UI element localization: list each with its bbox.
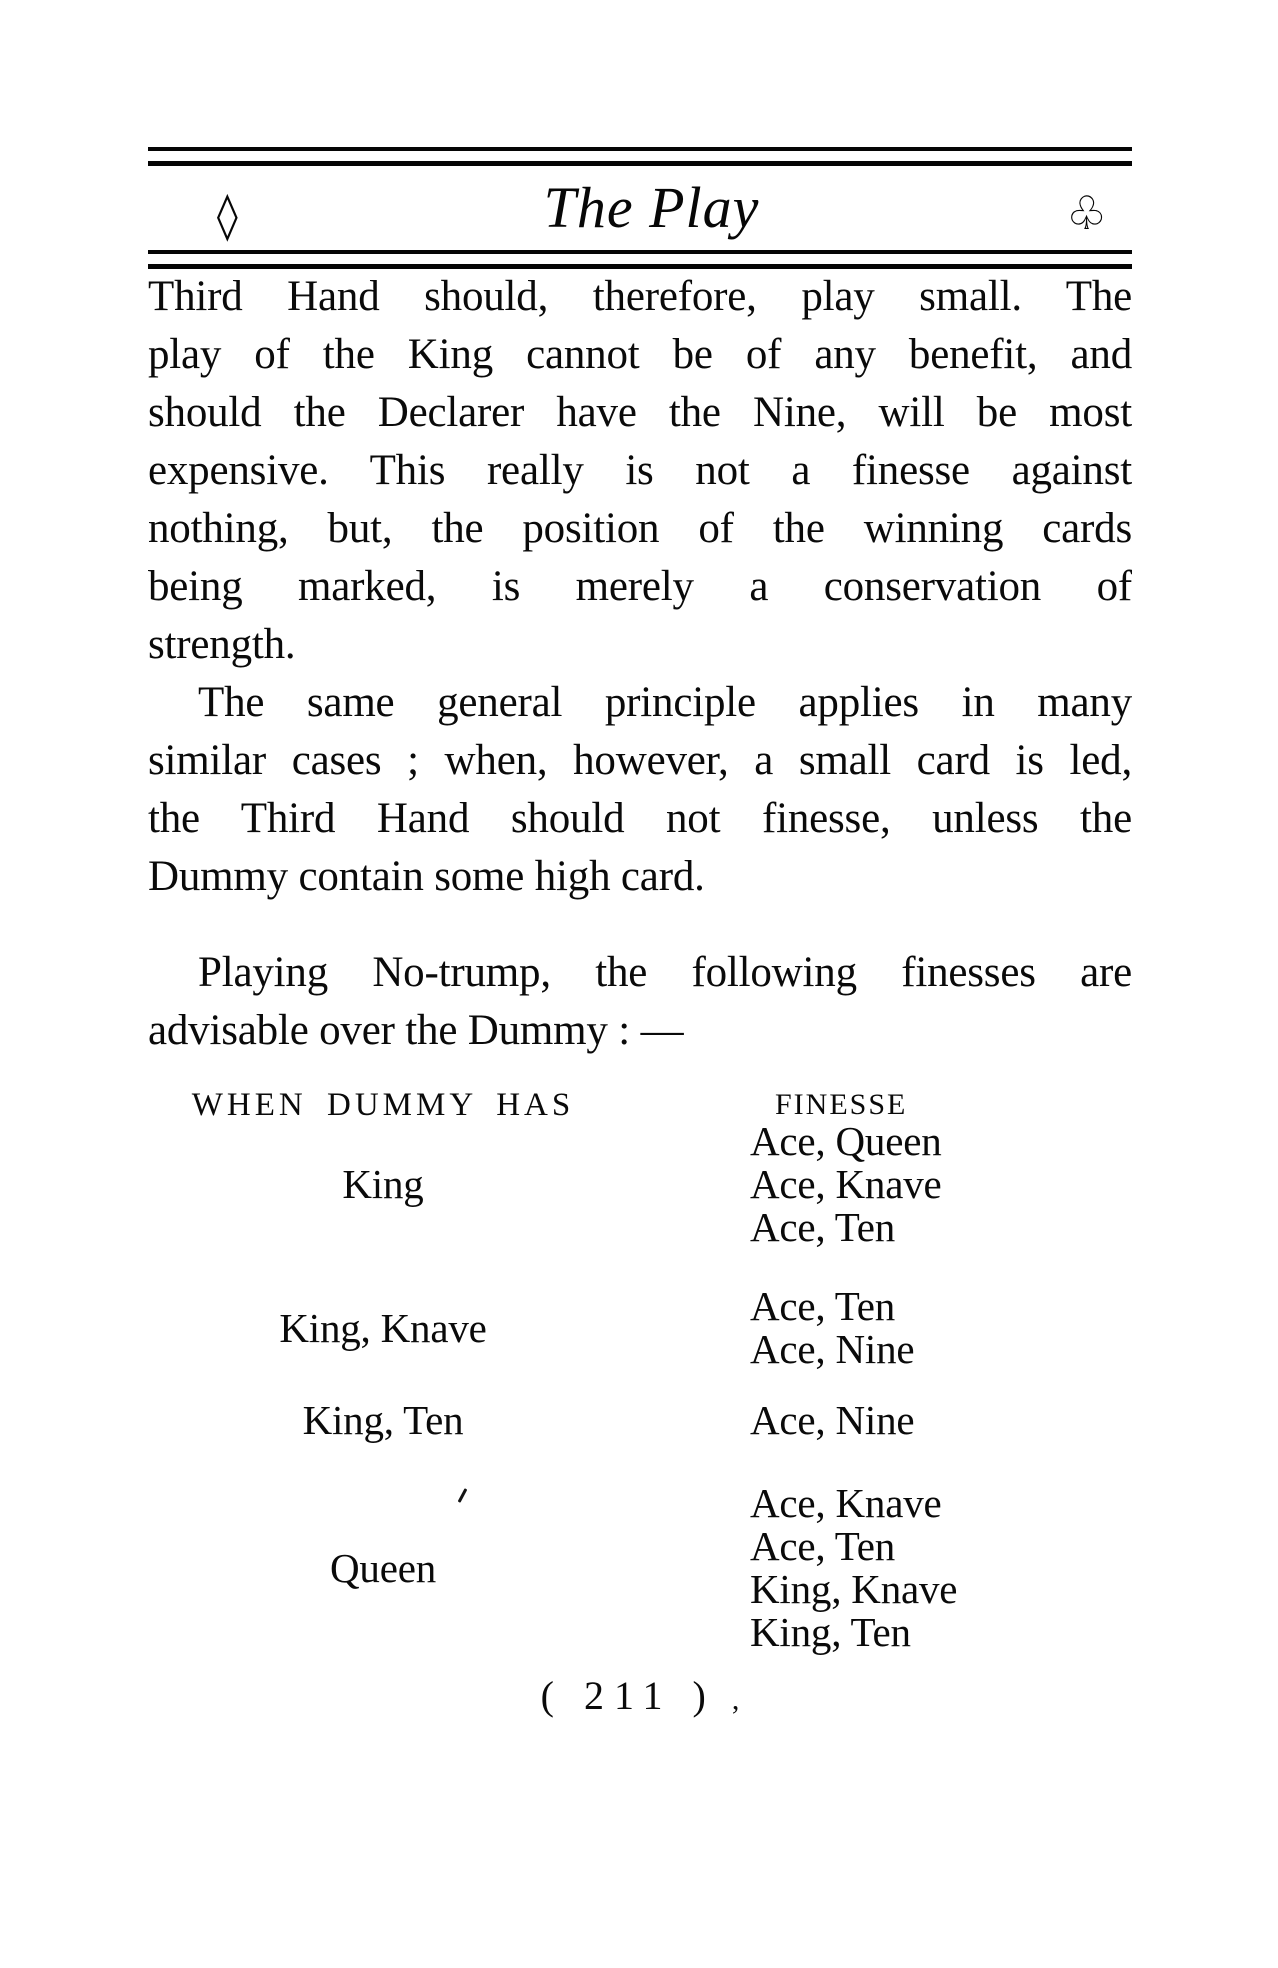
finesse-option: Ace, Queen <box>750 1118 942 1164</box>
dummy-holding-cell: King, Ten <box>302 1397 464 1443</box>
page-body <box>148 268 1132 1722</box>
paragraph <box>148 944 1132 1060</box>
finesse-table-row <box>148 1285 1132 1371</box>
dummy-holding-cell: King, Knave <box>279 1304 487 1351</box>
finesse-option: Ace, Nine <box>750 1397 915 1443</box>
dummy-holding-cell: Queen <box>329 1544 436 1591</box>
dummy-holding-cell: King <box>342 1161 424 1207</box>
text-line: nothing, but, the position of the winning cards <box>148 505 1132 552</box>
club-suit-icon: ♧ <box>1066 186 1108 240</box>
page-title: The Play <box>543 175 760 240</box>
text-line: The same general principle applies in many <box>198 679 1132 726</box>
finesse-option: Ace, Knave <box>750 1161 942 1207</box>
rule-line <box>148 147 1132 151</box>
text-line: Playing No-trump, the following finesses are <box>198 949 1132 996</box>
finesse-options-cell <box>750 1399 914 1442</box>
rule-line <box>148 250 1132 254</box>
finesse-table-row <box>148 1120 1132 1249</box>
header-rule-top <box>148 147 1132 166</box>
text-line: the Third Hand should not finesse, unless the <box>148 795 1132 842</box>
text-line: similar cases ; when, however, a small card is led, <box>148 737 1132 784</box>
finesse-option: King, Knave <box>750 1566 958 1612</box>
finesse-table-row <box>148 1482 1132 1654</box>
finesse-option: King, Ten <box>750 1609 911 1655</box>
page-footer <box>148 1674 1132 1722</box>
finesse-table-rows <box>148 1120 1132 1654</box>
diamond-suit-icon: ◊ <box>216 188 238 242</box>
finesse-table-header <box>148 1076 1132 1123</box>
text-line: being marked, is merely a conservation of <box>148 563 1132 610</box>
rule-line <box>148 161 1132 166</box>
text-line: expensive. This really is not a finesse against <box>148 447 1132 494</box>
column-header-finesse: FINESSE <box>775 1088 908 1121</box>
header-rule-bottom <box>148 250 1132 269</box>
finesse-options-cell <box>750 1482 957 1654</box>
text-line: should the Declarer have the Nine, will be most <box>148 389 1132 436</box>
finesse-options-cell <box>750 1285 914 1371</box>
column-header-when-dummy-has: WHEN DUMMY HAS <box>191 1087 575 1123</box>
finesse-option: Ace, Nine <box>750 1326 915 1372</box>
body-paragraphs <box>148 268 1132 1060</box>
finesse-option: Ace, Ten <box>750 1204 896 1250</box>
finesse-options-cell <box>750 1120 942 1249</box>
text-line: play of the King cannot be of any benefit, and <box>148 331 1132 378</box>
finesse-option: Ace, Ten <box>750 1523 896 1569</box>
text-line: advisable over the Dummy : — <box>148 1007 684 1054</box>
page-number: ( 211 ) <box>540 1673 716 1718</box>
paragraph <box>148 268 1132 674</box>
finesse-option: Ace, Ten <box>750 1283 896 1329</box>
text-line: strength. <box>148 621 296 668</box>
paragraph <box>148 674 1132 906</box>
finesse-option: Ace, Knave <box>750 1480 942 1526</box>
finesse-table <box>148 1076 1132 1654</box>
stray-ink-comma: , <box>731 1683 740 1716</box>
finesse-table-row <box>148 1399 1132 1442</box>
text-line: Third Hand should, therefore, play small. The <box>148 273 1132 320</box>
text-line: Dummy contain some high card. <box>148 853 705 900</box>
